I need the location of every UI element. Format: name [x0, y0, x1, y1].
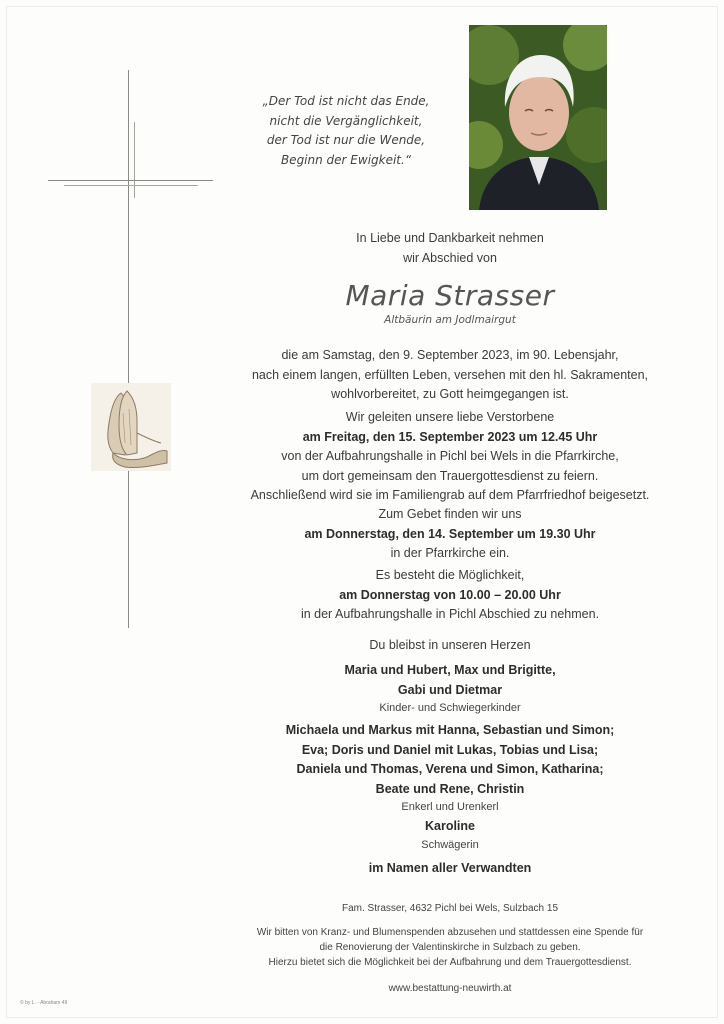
viewing-line: Es besteht die Möglichkeit, — [375, 568, 525, 582]
cross-horizontal-line-inner — [64, 185, 198, 186]
cross-horizontal-line — [48, 180, 213, 181]
funeral-date: am Freitag, den 15. September 2023 um 12.45 Uhr — [302, 429, 598, 444]
website-link[interactable]: www.bestattung-neuwirth.at — [388, 983, 512, 994]
deceased-name: Maria Strasser — [345, 279, 555, 312]
funeral-line: Wir geleiten unsere liebe Verstorbene — [345, 410, 555, 424]
address-block — [180, 901, 720, 916]
farewell-text — [180, 636, 720, 656]
sister-in-law-label: Schwägerin — [421, 838, 479, 851]
deceased-subtitle: Altbäurin am Jodlmairgut — [384, 314, 516, 326]
children-label: Kinder- und Schwiegerkinder — [379, 702, 521, 714]
donation-line: Wir bitten von Kranz- und Blumenspenden abzusehen und stattdessen eine Spende für — [256, 927, 644, 938]
grandchildren-line: Daniela und Thomas, Verena und Simon, Katharina; — [296, 762, 604, 776]
grandchildren-line: Eva; Doris und Daniel mit Lukas, Tobias und Lisa; — [301, 742, 599, 757]
grandchildren-label: Enkerl und Urenkerl — [401, 801, 499, 813]
funeral-line: Anschließend wird sie im Familiengrab auf dem Pfarrfriedhof beigesetzt. — [250, 488, 650, 502]
grandchildren-line: Beate und Rene, Christin — [375, 781, 525, 796]
intro-line: In Liebe und Dankbarkeit nehmen — [356, 231, 544, 245]
prayer-line: Zum Gebet finden wir uns — [378, 507, 522, 521]
grandchildren-line: Michaela und Markus mit Hanna, Sebastian und Simon; — [285, 723, 615, 737]
relatives-line: im Namen aller Verwandten — [368, 861, 532, 875]
funeral-info — [180, 408, 720, 506]
grandchildren-block — [180, 721, 720, 816]
intro-text — [180, 229, 720, 268]
quote-line: Beginn der Ewigkeit.“ — [280, 152, 412, 167]
passing-line: die am Samstag, den 9. September 2023, im 90. Lebensjahr, — [281, 348, 619, 362]
funeral-line: von der Aufbahrungshalle in Pichl bei Wels in die Pfarrkirche, — [281, 449, 619, 463]
memorial-quote — [240, 92, 452, 170]
children-line: Maria und Hubert, Max und Brigitte, — [344, 663, 556, 677]
quote-line: nicht die Vergänglichkeit, — [269, 113, 423, 128]
farewell-line: Du bleibst in unseren Herzen — [369, 638, 531, 652]
prayer-date: am Donnerstag, den 14. September um 19.30 Uhr — [304, 526, 596, 541]
children-block — [180, 661, 720, 717]
quote-line: der Tod ist nur die Wende, — [266, 133, 426, 147]
sister-in-law-block — [180, 817, 720, 854]
passing-line: nach einem langen, erfüllten Leben, versehen mit den hl. Sakramenten, — [251, 367, 649, 382]
praying-hands-icon — [91, 383, 171, 471]
print-credit: © by L. - Abraham 49 — [20, 1000, 68, 1006]
sister-in-law-name: Karoline — [424, 819, 475, 833]
donation-block — [180, 925, 720, 970]
donation-line: Hierzu bietet sich die Möglichkeit bei der Aufbahrung und dem Trauergottesdienst. — [268, 957, 632, 968]
passing-text — [180, 346, 720, 405]
viewing-date: am Donnerstag von 10.00 – 20.00 Uhr — [339, 587, 561, 602]
viewing-line: in der Aufbahrungshalle in Pichl Abschied zu nehmen. — [300, 607, 600, 621]
passing-line: wohlvorbereitet, zu Gott heimgegangen ist. — [331, 387, 569, 401]
deceased-block — [180, 279, 720, 328]
address-line: Fam. Strasser, 4632 Pichl bei Wels, Sulzbach 15 — [341, 903, 559, 914]
website-block — [180, 981, 720, 996]
viewing-info — [180, 566, 720, 625]
quote-line: „Der Tod ist nicht das Ende, — [262, 94, 430, 108]
cross-vertical-line — [128, 70, 129, 628]
funeral-line: um dort gemeinsam den Trauergottesdienst zu feiern. — [301, 468, 599, 483]
prayer-info — [180, 505, 720, 564]
relatives-block — [180, 859, 720, 879]
cross-vertical-line-inner — [134, 122, 135, 198]
children-line: Gabi und Dietmar — [397, 682, 503, 697]
prayer-line: in der Pfarrkirche ein. — [390, 546, 510, 560]
intro-line: wir Abschied von — [403, 250, 497, 265]
donation-line: die Renovierung der Valentinskirche in Sulzbach zu geben. — [319, 942, 581, 953]
portrait-photo — [469, 25, 607, 210]
